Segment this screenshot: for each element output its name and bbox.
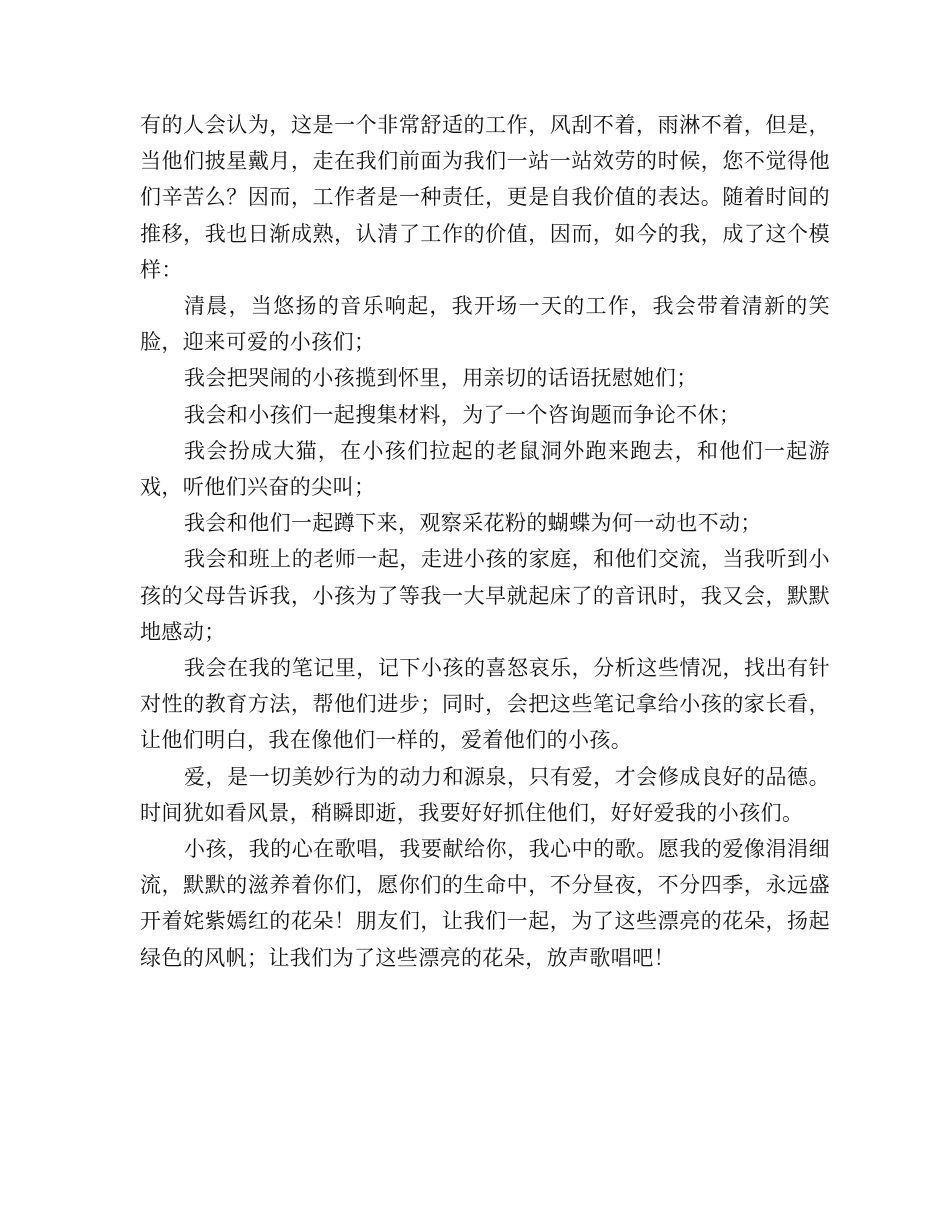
paragraph-4: 我会和小孩们一起搜集材料，为了一个咨询题而争论不休； xyxy=(184,402,741,427)
paragraph-9: 爱，是一切美妙行为的动力和源泉，只有爱，才会修成良好的品德。时间犹如看风景，稍瞬即逝，我要好好抓住他们，好好爱我的小孩们。 xyxy=(140,764,830,825)
paragraph-1: 有的人会认为，这是一个非常舒适的工作，风刮不着，雨淋不着，但是，当他们披星戴月，走在我们前面为我们一站一站效劳的时候，您不觉得他们辛苦么？因而，工作者是一种责任，更是自我价值的表达。随着时间的推移，我也日渐成熟，认清了工作的价值，因而，如今的我，成了这个模样： xyxy=(140,113,830,282)
paragraph-7: 我会和班上的老师一起，走进小孩的家庭，和他们交流，当我听到小孩的父母告诉我，小孩为了等我一大早就起床了的音讯时，我又会，默默地感动； xyxy=(140,547,830,644)
paragraph-5: 我会扮成大猫，在小孩们拉起的老鼠洞外跑来跑去，和他们一起游戏，听他们兴奋的尖叫； xyxy=(140,438,830,500)
paragraph-8: 我会在我的笔记里，记下小孩的喜怒哀乐，分析这些情况，找出有针对性的教育方法，帮他们进步；同时，会把这些笔记拿给小孩的家长看，让他们明白，我在像他们一样的，爱着他们的小孩。 xyxy=(140,656,830,753)
paragraph-6: 我会和他们一起蹲下来，观察采花粉的蝴蝶为何一动也不动； xyxy=(184,511,762,536)
paragraph-3: 我会把哭闹的小孩揽到怀里，用亲切的话语抚慰她们； xyxy=(184,366,698,391)
document-body xyxy=(140,107,830,976)
paragraph-10: 小孩，我的心在歌唱，我要献给你，我心中的歌。愿我的爱像涓涓细流，默默的滋养着你们，愿你们的生命中，不分昼夜，不分四季，永远盛开着姹紫嫣红的花朵！朋友们，让我们一起，为了这些漂亮的花朵，扬起绿色的风帆；让我们为了这些漂亮的花朵，放声歌唱吧！ xyxy=(140,837,830,970)
paragraph-2: 清晨，当悠扬的音乐响起，我开场一天的工作，我会带着清新的笑脸，迎来可爱的小孩们； xyxy=(140,294,830,355)
